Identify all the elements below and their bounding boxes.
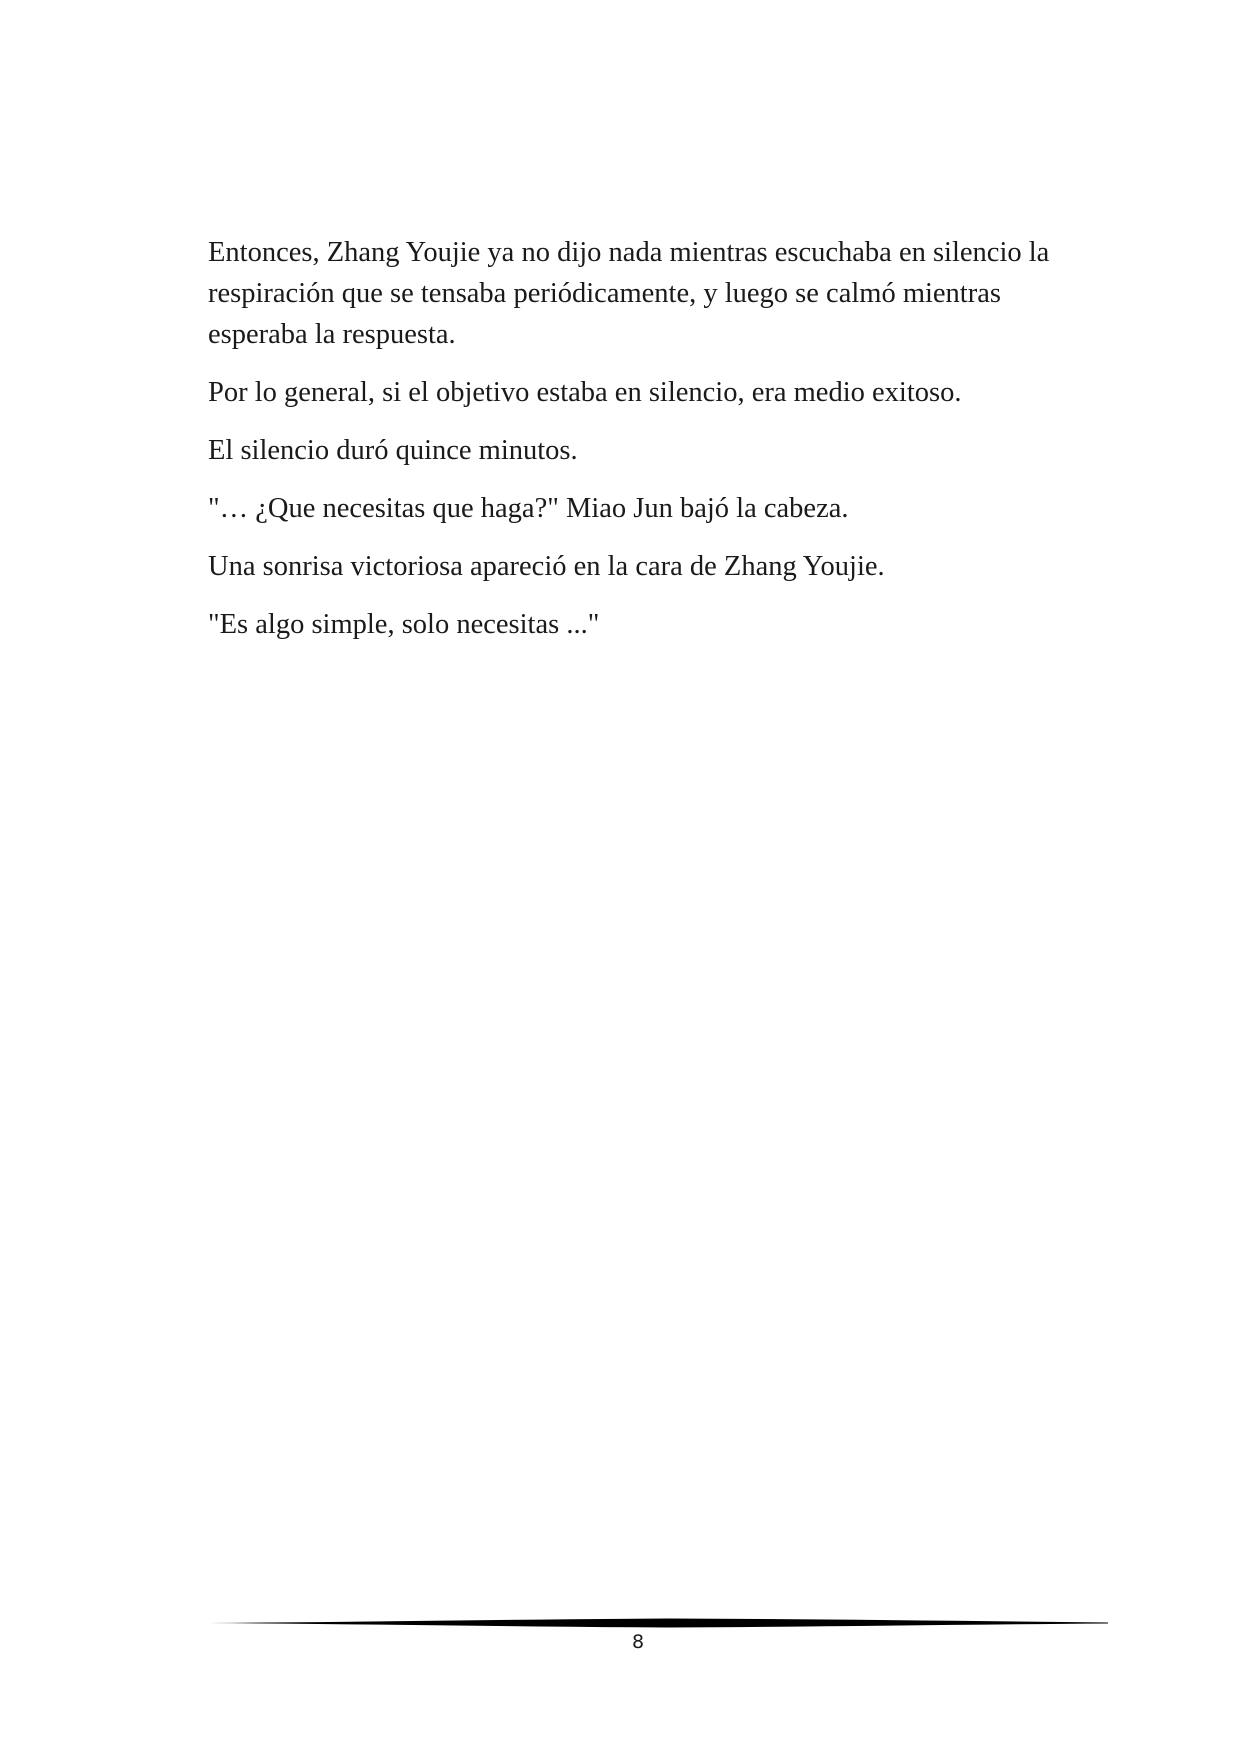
page-number: 8 [631, 1631, 645, 1653]
paragraph: "… ¿Que necesitas que haga?" Miao Jun bajó la cabeza. [208, 493, 849, 524]
body-text [208, 232, 1088, 662]
paragraph: "Es algo simple, solo necesitas ..." [208, 609, 600, 640]
paragraph: El silencio duró quince minutos. [208, 435, 578, 466]
paragraph: Entonces, Zhang Youjie ya no dijo nada mientras escuchaba en silencio la respiración que se tensaba periódicamente, y luego se calmó mientras esperaba la respuesta. [208, 237, 1050, 350]
paragraph: Por lo general, si el objetivo estaba en silencio, era medio exitoso. [208, 377, 962, 408]
paragraph: Una sonrisa victoriosa apareció en la cara de Zhang Youjie. [208, 551, 885, 582]
footer-divider [208, 1616, 1108, 1630]
